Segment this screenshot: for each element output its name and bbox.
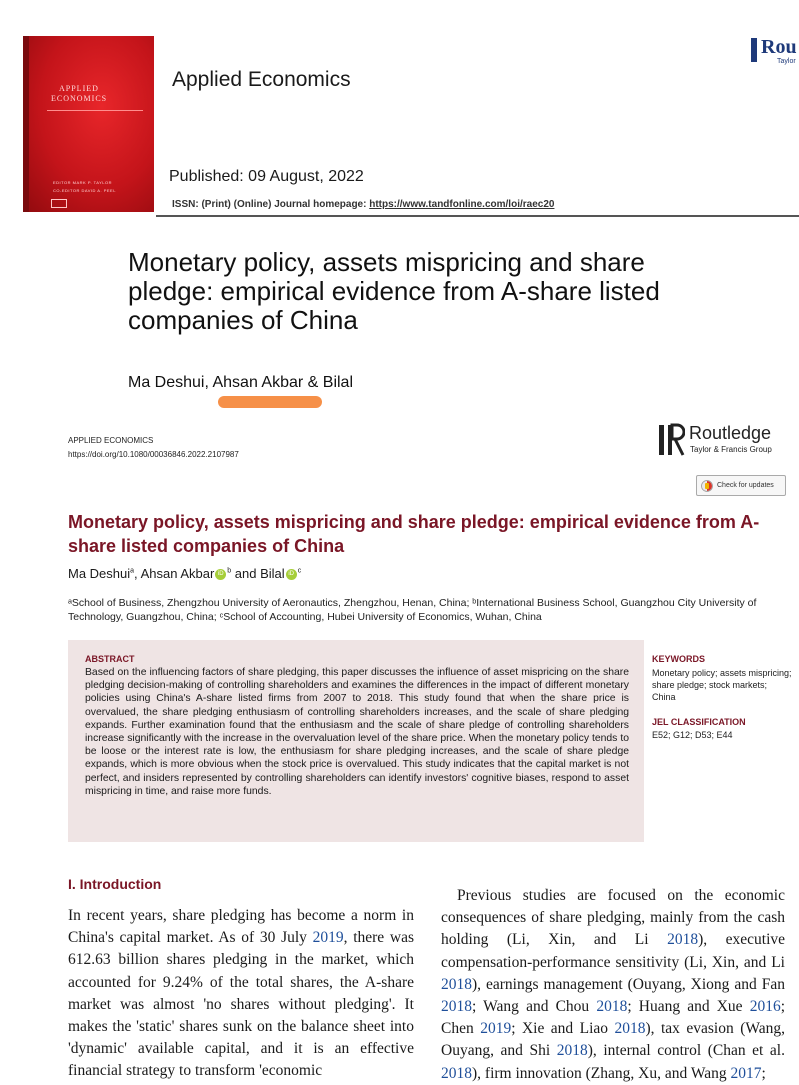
author-separator: and <box>231 566 261 581</box>
body-text: ), executive compensation-performance sensitivity (Li, Xin, and Li <box>441 931 786 971</box>
summary-authors: Ma Deshui, Ahsan Akbar & Bilal <box>128 374 354 391</box>
intro-left-column <box>68 905 414 1083</box>
cover-editor-line1: EDITOR MARK P. TAYLOR <box>53 180 113 185</box>
citation-year-link[interactable]: 2018 <box>556 1042 588 1060</box>
routledge-logo-text: Rou <box>761 36 797 58</box>
body-text: ), firm innovation (Zhang, Xu, and Wang <box>472 1064 731 1082</box>
crossmark-icon <box>701 480 713 492</box>
cover-spine-strip <box>23 36 29 212</box>
author-separator: , <box>134 566 141 581</box>
article-doi-link[interactable]: https://doi.org/10.1080/00036846.2022.2107987 <box>68 450 239 459</box>
citation-year-link[interactable]: 2018 <box>441 998 472 1016</box>
routledge-logo-top <box>749 36 799 70</box>
abstract-heading: ABSTRACT <box>85 654 135 664</box>
author-affiliations: ᵃSchool of Business, Zhengzhou University of Aeronautics, Zhengzhou, Henan, China; ᵇInternational Business School, Guangzhou City University of Technology, Guangzhou, China; ᶜSchool of Accounting, Hubei University of Economics, Wuhan, China <box>68 597 757 623</box>
author-highlight-mark <box>218 396 322 408</box>
author-affil-marker: a <box>130 567 135 575</box>
author-affil-marker: b <box>227 567 232 575</box>
citation-year-link[interactable]: 2018 <box>441 975 472 993</box>
body-text: ; Chen <box>441 998 785 1038</box>
check-for-updates-button[interactable] <box>696 475 786 496</box>
author-name: Ma Deshui <box>68 566 131 581</box>
journal-cover-image <box>23 36 154 212</box>
orcid-icon[interactable]: iD <box>286 569 297 580</box>
check-for-updates-label: Check for updates <box>717 482 774 489</box>
author-name: Ahsan Akbar <box>140 566 215 581</box>
journal-name: Applied Economics <box>172 68 351 91</box>
article-authors <box>68 566 301 581</box>
citation-year-link[interactable]: 2016 <box>749 998 781 1016</box>
citation-year-link[interactable]: 2018 <box>596 998 628 1016</box>
body-text: ), tax evasion (Wang, Ouyang, and Shi <box>441 1020 786 1060</box>
citation-year-link[interactable]: 2018 <box>614 1020 646 1038</box>
body-text: , there was 612.63 billion shares pledging in the market, which accounted for 9.24% of the total shares, the A-share market was almost 'no shares without pledging'. It makes the 'static' shares sunk on the balance sheet into 'dynamic' available capital, and it is an effective financial strategy to transform 'economic <box>68 929 414 1080</box>
article-title: Monetary policy, assets mispricing and share pledge: empirical evidence from A-share listed companies of China <box>68 512 760 556</box>
abstract-text: Based on the influencing factors of share pledging, this paper discusses the influence of asset mispricing on the share pledging decision-making of controlling shareholders and examines the differences in the impact of different monetary policies using China's A-share listed firms from 2007 to 2018. This study found that when the share price is overvalued, the share pledging enthusiasm of controlling shareholders increases, and the scale of share pledging expands. Further examination found that the enthusiasm and the scale of share pledge of controlling shareholders increase significantly with the increase in the overvaluation level of the share price. When the monetary policy tends to be loose or the interest rate is low, the enthusiasm for share pledging increases, and the scale of share pledge expands, which is more obvious when the stock price is overvalued. This study indicates that the capital market is not perfect, and insiders represented by controlling shareholders can identify investors' cognitive biases, respond to asset mispricing in time, and raise more funds. <box>85 667 629 797</box>
routledge-name: Routledge <box>689 423 772 443</box>
citation-year-link[interactable]: 2017 <box>730 1064 762 1082</box>
published-date: Published: 09 August, 2022 <box>169 168 364 185</box>
introduction-heading: I. Introduction <box>68 876 162 892</box>
body-text: ; <box>761 1064 766 1082</box>
keywords-heading: KEYWORDS <box>652 654 706 664</box>
cover-title-line1: APPLIED <box>59 84 99 93</box>
cover-publisher-mark <box>51 199 67 208</box>
citation-year-link[interactable]: 2018 <box>441 1064 472 1082</box>
routledge-group: Taylor & Francis Group <box>690 445 772 454</box>
header-rule <box>156 215 799 217</box>
intro-right-column <box>441 885 785 1085</box>
citation-year-link[interactable]: 2019 <box>312 929 344 947</box>
body-text: Previous studies are focused on the economic consequences of share pledging, mainly from the cash holding (Li, Xin, and Li <box>441 887 785 949</box>
keywords-text: Monetary policy; assets mispricing; share pledge; stock markets; China <box>652 668 792 702</box>
routledge-logo-subtext: Taylor <box>777 58 796 65</box>
body-text: ), earnings management (Ouyang, Xiong and Fan <box>472 975 785 993</box>
author-name: Bilal <box>260 566 285 581</box>
jel-heading: JEL CLASSIFICATION <box>652 717 746 727</box>
issn-line <box>172 199 554 210</box>
cover-title-line2: ECONOMICS <box>51 94 108 103</box>
citation-year-link[interactable]: 2019 <box>480 1020 512 1038</box>
body-text: ; Xie and Liao <box>511 1020 615 1038</box>
author-affil-marker: c <box>297 567 302 575</box>
orcid-icon[interactable]: iD <box>215 569 226 580</box>
body-text: ), internal control (Chan et al. <box>587 1042 785 1060</box>
summary-title: Monetary policy, assets mispricing and share pledge: empirical evidence from A-share listed companies of China <box>128 247 660 335</box>
issn-text: ISSN: (Print) (Online) Journal homepage: <box>172 199 370 210</box>
body-text: In recent years, share pledging has become a norm in China's capital market. As of 30 July <box>68 907 414 947</box>
citation-year-link[interactable]: 2018 <box>667 931 699 949</box>
body-text: ; Huang and Xue <box>627 998 750 1016</box>
body-text: ; Wang and Chou <box>472 998 597 1016</box>
article-journal-name: APPLIED ECONOMICS <box>68 436 154 445</box>
cover-editor-line2: CO-EDITOR DAVID A. PEEL <box>53 188 116 193</box>
cover-rule <box>47 110 143 111</box>
journal-homepage-link[interactable]: https://www.tandfonline.com/loi/raec20 <box>369 199 555 210</box>
routledge-logo <box>659 423 789 463</box>
routledge-r-icon <box>659 423 685 457</box>
jel-codes: E52; G12; D53; E44 <box>652 730 733 740</box>
routledge-spine-icon <box>751 38 757 62</box>
